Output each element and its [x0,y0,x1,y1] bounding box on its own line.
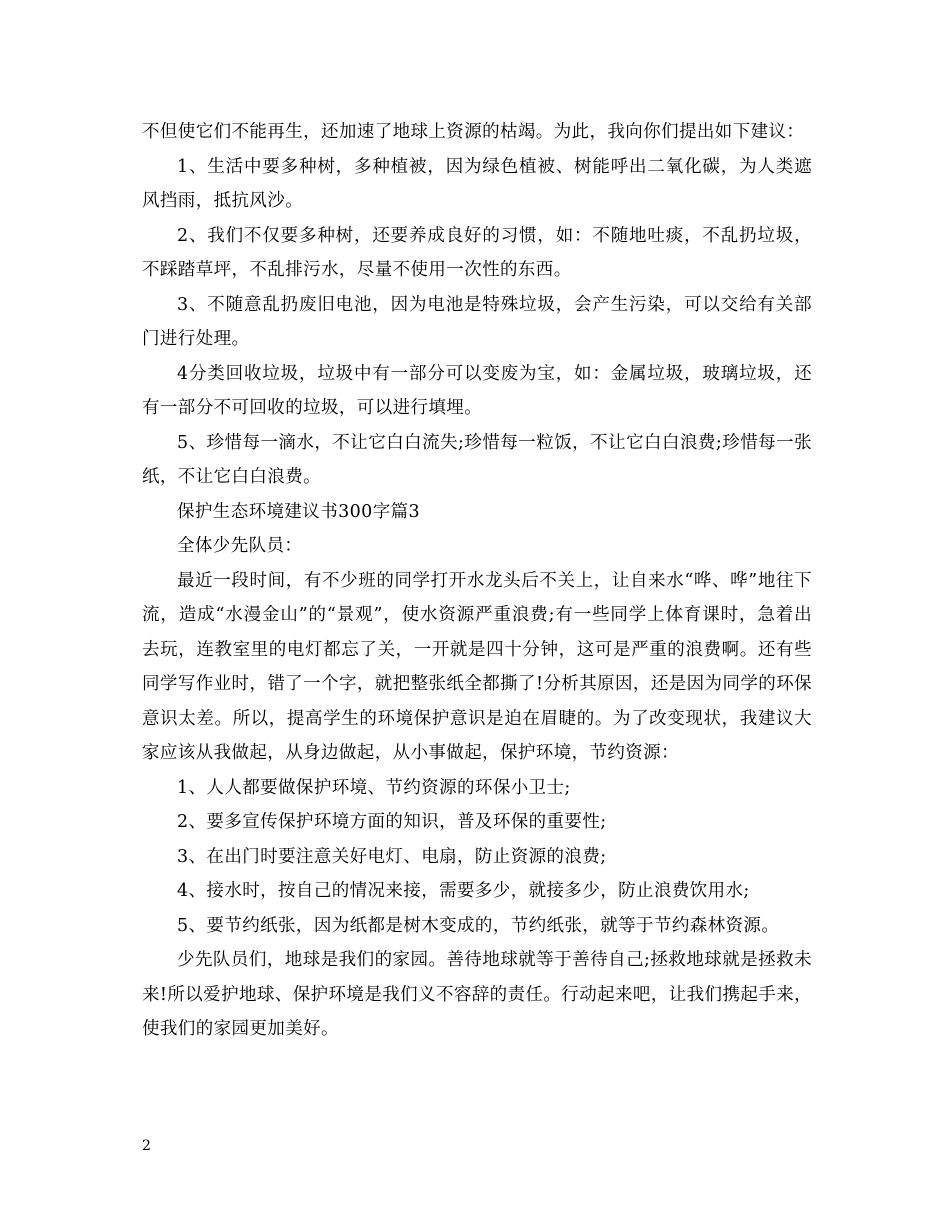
page-number: 2 [142,1138,151,1154]
paragraph-suggestion-5: 5、珍惜每一滴水，不让它白白流失;珍惜每一粒饭，不让它白白浪费;珍惜每一张纸，不让它白白浪费。 [142,432,812,487]
section-heading: 保护生态环境建议书300字篇3 [177,501,421,522]
paragraph-suggestion-2: 2、我们不仅要多种树，还要养成良好的习惯，如：不随地吐痰，不乱扔垃圾，不踩踏草坪，不乱排污水，尽量不使用一次性的东西。 [142,225,812,280]
salutation: 全体少先队员： [177,536,303,556]
document-body [142,115,812,1047]
paragraph-intro-continuation: 不但使它们不能再生，还加速了地球上资源的枯竭。为此，我向你们提出如下建议： [142,122,805,142]
paragraph-proposal-3: 3、在出门时要注意关好电灯、电扇，防止资源的浪费; [177,846,607,867]
paragraph-proposal-2: 2、要多宣传保护环境方面的知识，普及环保的重要性; [177,812,607,832]
paragraph-suggestion-3: 3、不随意乱扔废旧电池，因为电池是特殊垃圾，会产生污染，可以交给有关部门进行处理。 [142,294,812,349]
paragraph-proposal-1: 1、人人都要做保护环境、节约资源的环保小卫士; [177,777,571,798]
paragraph-closing: 少先队员们，地球是我们的家园。善待地球就等于善待自己;拯救地球就是拯救未来!所以爱护地球、保护环境是我们义不容辞的责任。行动起来吧，让我们携起手来，使我们的家园更加美好。 [142,950,812,1039]
paragraph-proposal-4: 4、接水时，按自己的情况来接，需要多少，就接多少，防止浪费饮用水; [177,881,750,901]
paragraph-suggestion-4: 4分类回收垃圾，垃圾中有一部分可以变废为宝，如：金属垃圾，玻璃垃圾，还有一部分不可回收的垃圾，可以进行填埋。 [142,363,812,418]
paragraph-proposal-5: 5、要节约纸张，因为纸都是树木变成的，节约纸张，就等于节约森林资源。 [177,915,780,936]
paragraph-situation: 最近一段时间，有不少班的同学打开水龙头后不关上，让自来水“哗、哗”地往下流，造成“水漫金山”的“景观”，使水资源严重浪费;有一些同学上体育课时，急着出去玩，连教室里的电灯都忘了关，一开就是四十分钟，这可是严重的浪费啊。还有些同学写作业时，错了一个字，就把整张纸全都撕了!分析其原因，还是因为同学的环保意识太差。所以，提高学生的环境保护意识是迫在眉睫的。为了改变现状，我建议大家应该从我做起，从身边做起，从小事做起，保护环境，节约资源： [142,570,812,763]
paragraph-suggestion-1: 1、生活中要多种树，多种植被，因为绿色植被、树能呼出二氧化碳，为人类遮风挡雨，抵抗风沙。 [142,156,812,211]
